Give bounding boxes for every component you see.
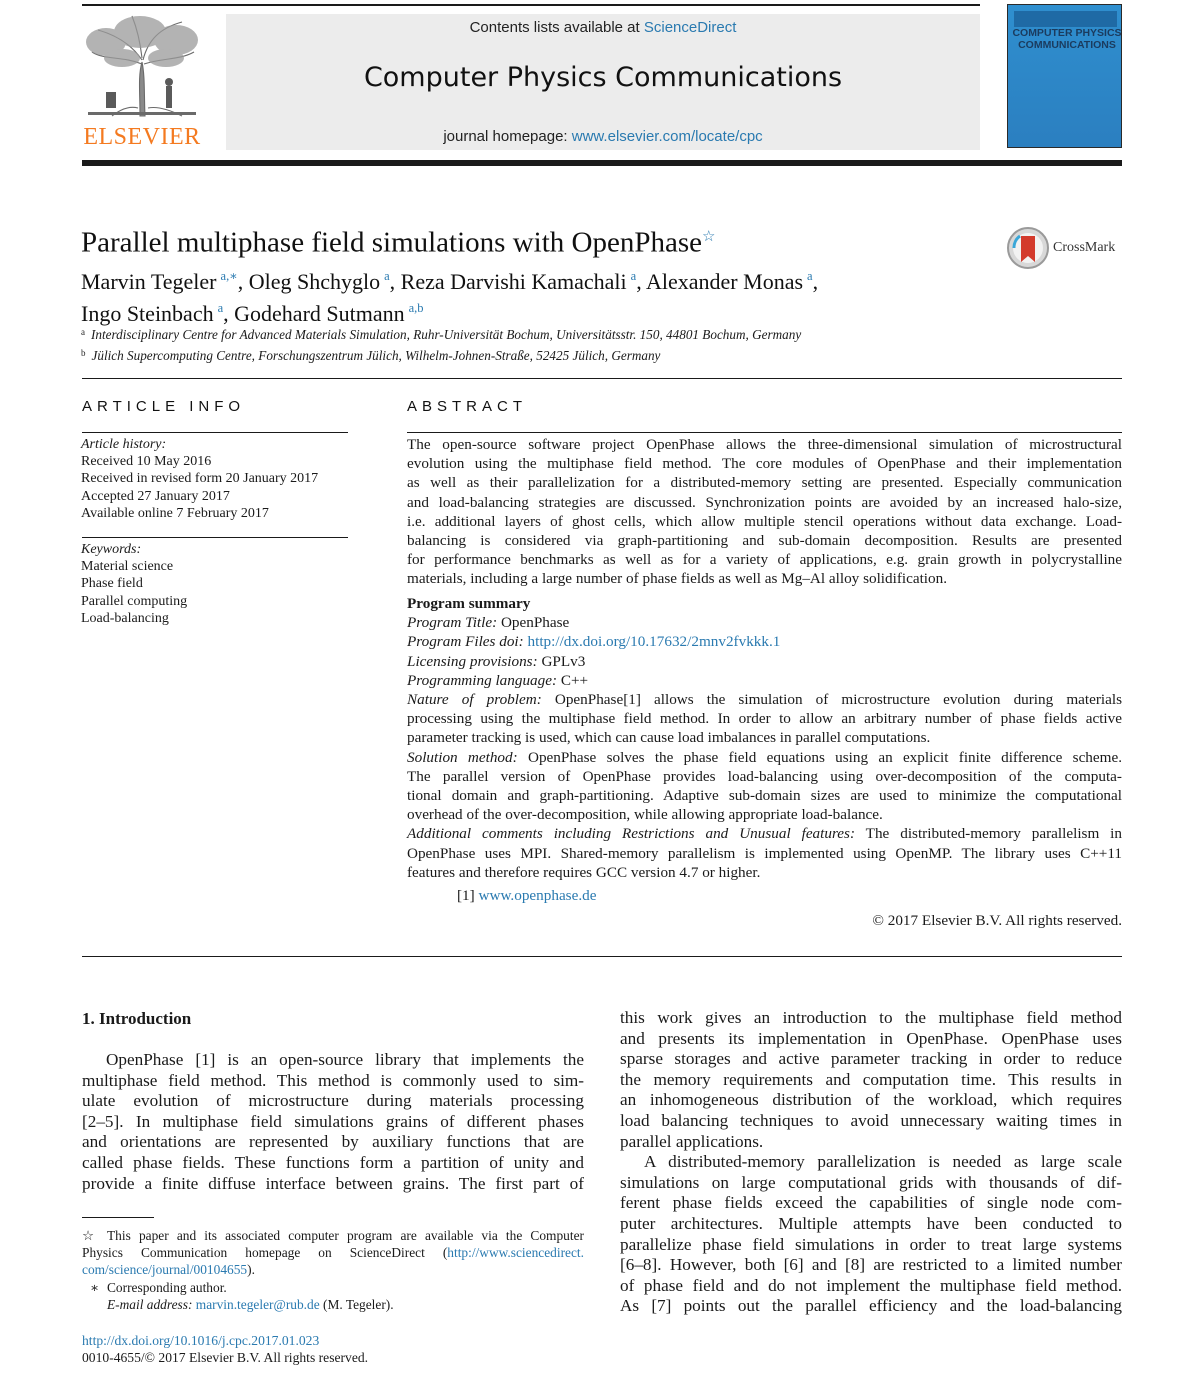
body-text-line: sparse storages and active parameter tracking in order to reduce xyxy=(620,1049,1122,1069)
body-text-line: an inhomogeneous distribution of the workload, which requires xyxy=(620,1090,1122,1110)
issn-copyright: 0010-4655/© 2017 Elsevier B.V. All rights reserved. xyxy=(82,1350,369,1366)
abstract-line: i.e. additional layers of ghost cells, which allow multiple stencil operations without data exchange. Load- xyxy=(407,512,1122,530)
author-name[interactable]: Reza Darvishi Kamachali xyxy=(400,269,627,294)
solution-method-line-2: The parallel version of OpenPhase provides load-balancing using over-decomposition of the computa- xyxy=(407,767,1122,785)
article-title: Parallel multiphase field simulations with OpenPhase☆ xyxy=(81,226,716,259)
sciencedirect-journal-link-part1[interactable]: http://www.sciencedirect. xyxy=(447,1245,584,1261)
body-text-line: and orientations are represented by auxiliary functions that are xyxy=(82,1132,584,1152)
article-history xyxy=(81,436,318,522)
affiliations xyxy=(81,323,801,365)
body-text-line: OpenPhase [1] is an open-source library that implements the xyxy=(106,1050,584,1069)
abstract-line: as well as their parallelization for a distributed-memory setting are presented. Especially communication xyxy=(407,474,1122,492)
keyword-item: Parallel computing xyxy=(81,593,188,609)
body-text-line: load balancing techniques to avoid unnecessary waiting times in xyxy=(620,1110,1122,1130)
body-text-line: As [7] points out the parallel efficiency and the load-balancing xyxy=(620,1296,1122,1316)
body-text-line: ferent phase fields exceed the capabilities of single node com- xyxy=(620,1193,1122,1213)
title-footnote-mark[interactable]: ☆ xyxy=(701,229,716,245)
comments-line-1: Additional comments including Restrictions and Unusual features: The distributed-memory parallelism in xyxy=(407,825,1122,843)
journal-homepage: journal homepage: www.elsevier.com/locate/cpc xyxy=(443,128,763,145)
footnote-star-line-1: ☆ This paper and its associated computer program are available via the Computer xyxy=(82,1228,584,1243)
journal-homepage-link[interactable]: www.elsevier.com/locate/cpc xyxy=(571,128,763,145)
history-item: Accepted 27 January 2017 xyxy=(81,488,230,504)
elsevier-logo[interactable] xyxy=(82,12,202,152)
body-text-line: ulate evolution of microstructure during materials processing xyxy=(82,1091,584,1111)
footnote-email: E-mail address: marvin.tegeler@rub.de (M. Tegeler). xyxy=(107,1296,394,1312)
author-separator: , xyxy=(237,269,249,294)
program-title: Program Title: OpenPhase xyxy=(407,614,570,632)
sciencedirect-journal-link-part2[interactable]: com/science/journal/00104655 xyxy=(82,1262,248,1278)
footnote-star-line-3: com/science/journal/00104655). xyxy=(82,1262,255,1278)
author-separator: , xyxy=(812,269,819,294)
body-text-line: [2–5]. In multiphase field simulations grains of different phases xyxy=(82,1111,584,1131)
body-text-line: this work gives an introduction to the multiphase field method xyxy=(620,1008,1122,1027)
footnote-corresponding: ∗ Corresponding author. xyxy=(89,1279,227,1295)
history-item: Received 10 May 2016 xyxy=(81,454,212,470)
author-name[interactable]: Oleg Shchyglo xyxy=(248,269,381,294)
contents-availability: Contents lists available at ScienceDirect xyxy=(469,19,737,36)
program-reference: [1] www.openphase.de xyxy=(457,887,597,904)
publisher-wordmark: ELSEVIER xyxy=(83,124,201,150)
article-doi-link[interactable]: http://dx.doi.org/10.1016/j.cpc.2017.01.023 xyxy=(82,1333,320,1348)
footnote-rule xyxy=(82,1217,154,1218)
article-info-rule xyxy=(82,432,348,433)
abstract-rule xyxy=(407,432,1122,433)
affiliation-mark: b xyxy=(81,348,86,358)
body-text-line: of phase field and do not implement the multiphase field method. xyxy=(620,1275,1122,1295)
footnote-star-line-2: Physics Communication homepage on ScienceDirect (http://www.sciencedirect. xyxy=(82,1245,584,1261)
solution-method-last: overhead of the over-decomposition, while allowing appropriate load-balance. xyxy=(407,806,883,824)
author-affiliation-mark[interactable]: a,∗ xyxy=(220,269,238,283)
keywords xyxy=(81,541,187,627)
author-list xyxy=(81,263,818,327)
author-name[interactable]: Marvin Tegeler xyxy=(81,269,217,294)
keyword-item: Load-balancing xyxy=(81,610,169,626)
cover-strip xyxy=(1014,11,1117,27)
abstract-line: balancing is considered via graph-partitioning and sub-domain decomposition. Results are presented xyxy=(407,532,1122,550)
title-block-rule xyxy=(82,378,1122,379)
abstract-line: and load-balancing strategies are discussed. Synchronization points are avoided by an increased halo-size, xyxy=(407,493,1122,511)
author-name[interactable]: Alexander Monas xyxy=(646,269,804,294)
affiliation-mark: a xyxy=(81,327,85,337)
body-column-right xyxy=(620,1008,1122,1317)
affiliation-text: Jülich Supercomputing Centre, Forschungszentrum Jülich, Wilhelm-Johnen-Straße, 52425 Jülich, Germany xyxy=(91,348,661,363)
sciencedirect-link[interactable]: ScienceDirect xyxy=(643,19,737,36)
body-text-line: and presents its implementation in OpenPhase. OpenPhase uses xyxy=(620,1028,1122,1048)
affiliation-item xyxy=(81,344,801,365)
keywords-rule xyxy=(82,537,348,538)
openphase-website-link[interactable]: www.openphase.de xyxy=(478,887,597,904)
program-doi: Program Files doi: http://dx.doi.org/10.17632/2mnv2fvkkk.1 xyxy=(407,633,781,651)
program-summary xyxy=(407,594,1122,882)
author-separator: , xyxy=(389,269,401,294)
body-text-line: A distributed-memory parallelization is needed as large scale xyxy=(644,1152,1122,1172)
author-line-1 xyxy=(81,263,818,295)
body-text-line: simulations on large computational grids with thousands of dif- xyxy=(620,1172,1122,1192)
program-summary-heading: Program summary xyxy=(407,595,531,612)
author-affiliation-mark[interactable]: a,b xyxy=(408,301,424,315)
solution-method-line-1: Solution method: OpenPhase solves the phase field equations using an explicit finite difference scheme. xyxy=(407,748,1122,766)
history-heading: Article history: xyxy=(81,437,167,452)
crossmark-badge[interactable] xyxy=(1006,226,1124,270)
crossmark-icon xyxy=(1006,226,1050,270)
affiliation-item xyxy=(81,323,801,344)
journal-title: Computer Physics Communications xyxy=(363,62,843,93)
keyword-item: Phase field xyxy=(81,576,143,592)
journal-masthead xyxy=(226,14,980,150)
nature-of-problem-line-1: Nature of problem: OpenPhase[1] allows the simulation of microstructure evolution during materials xyxy=(407,691,1122,709)
programming-language: Programming language: C++ xyxy=(407,671,589,689)
author-name[interactable]: Ingo Steinbach xyxy=(81,301,214,326)
abstract-line: for performance benchmarks as well as for a variety of applications, e.g. grain growth in polycrystalline xyxy=(407,551,1122,569)
abstract-line: evolution using the multiphase field method. The core modules of OpenPhase and their implementation xyxy=(407,455,1122,473)
keyword-list xyxy=(81,558,187,627)
affiliation-text: Interdisciplinary Centre for Advanced Materials Simulation, Ruhr-Universität Bochum, Universitätsstr. 150, 44801 Bochum, Germany xyxy=(91,327,802,342)
abstract-text xyxy=(407,435,1122,589)
abstract-last-line: materials, including a large number of phase fields as well as Mg–Al alloy solidification. xyxy=(407,570,948,588)
body-column-left xyxy=(82,1050,584,1194)
nature-of-problem-last: parameter tracking is used, which can cause load imbalances in parallel computations. xyxy=(407,729,931,747)
section-heading-introduction: 1. Introduction xyxy=(82,1009,192,1028)
author-separator: , xyxy=(636,269,647,294)
article-doi-block xyxy=(82,1332,368,1366)
footnotes xyxy=(82,1227,584,1313)
keywords-heading: Keywords: xyxy=(81,542,142,557)
author-affiliation-mark[interactable]: a xyxy=(807,269,813,283)
abstract-line: The open-source software project OpenPhase allows the three-dimensional simulation of microstructural xyxy=(407,436,1122,453)
comments-line-2: OpenPhase uses MPI. Shared-memory parallelism is implemented using OpenMP. The library uses C++11 xyxy=(407,844,1122,862)
body-text-line: parallelize phase field simulations in order to treat large systems xyxy=(620,1234,1122,1254)
body-text-line: called phase fields. These functions form a partition of unity and xyxy=(82,1152,584,1172)
crossmark-label: CrossMark xyxy=(1053,240,1116,255)
body-text-line: parallel applications. xyxy=(620,1131,764,1151)
journal-cover-thumbnail[interactable] xyxy=(1007,4,1122,148)
body-text-line: puter architectures. Multiple attempts have been conducted to xyxy=(620,1213,1122,1233)
header-top-rule xyxy=(82,4,980,6)
article-info-label: ARTICLE INFO xyxy=(82,398,246,415)
author-affiliation-mark[interactable]: a xyxy=(630,269,637,283)
body-text-line: provide a finite diffuse interface between grains. The first part of xyxy=(82,1173,584,1193)
tree-icon xyxy=(82,12,202,122)
abstract-copyright: © 2017 Elsevier B.V. All rights reserved. xyxy=(872,912,1122,929)
author-separator: , xyxy=(223,301,235,326)
keyword-item: Material science xyxy=(81,559,174,575)
comments-last: features and therefore requires GCC version 4.7 or higher. xyxy=(407,863,761,881)
cover-title: COMPUTER PHYSICS COMMUNICATIONS xyxy=(1012,27,1122,51)
author-affiliation-mark[interactable]: a xyxy=(217,301,224,315)
history-item: Available online 7 February 2017 xyxy=(81,505,269,521)
body-text-line: [6–8]. However, both [6] and [8] are restricted to a limited number xyxy=(620,1255,1122,1275)
author-affiliation-mark[interactable]: a xyxy=(384,269,390,283)
abstract-bottom-rule xyxy=(82,956,1122,957)
author-name[interactable]: Godehard Sutmann xyxy=(234,301,405,326)
body-text-line: multiphase field method. This method is commonly used to sim- xyxy=(82,1070,584,1090)
abstract-label: ABSTRACT xyxy=(407,398,528,415)
header-bottom-rule xyxy=(82,160,1122,166)
history-item: Received in revised form 20 January 2017 xyxy=(81,471,319,487)
solution-method-line-3: tional domain and graph-partitioning. Adaptive sub-domain sizes are used to minimize the computational xyxy=(407,787,1122,805)
program-doi-link[interactable]: http://dx.doi.org/10.17632/2mnv2fvkkk.1 xyxy=(527,633,781,651)
history-list xyxy=(81,453,318,522)
licensing: Licensing provisions: GPLv3 xyxy=(407,652,586,670)
nature-of-problem-line-2: processing using the multiphase field method. In order to allow an arbitrary number of phase fields active xyxy=(407,710,1122,728)
author-email-link[interactable]: marvin.tegeler@rub.de xyxy=(195,1296,320,1312)
body-text-line: the memory requirements and computation time. This results in xyxy=(620,1069,1122,1089)
